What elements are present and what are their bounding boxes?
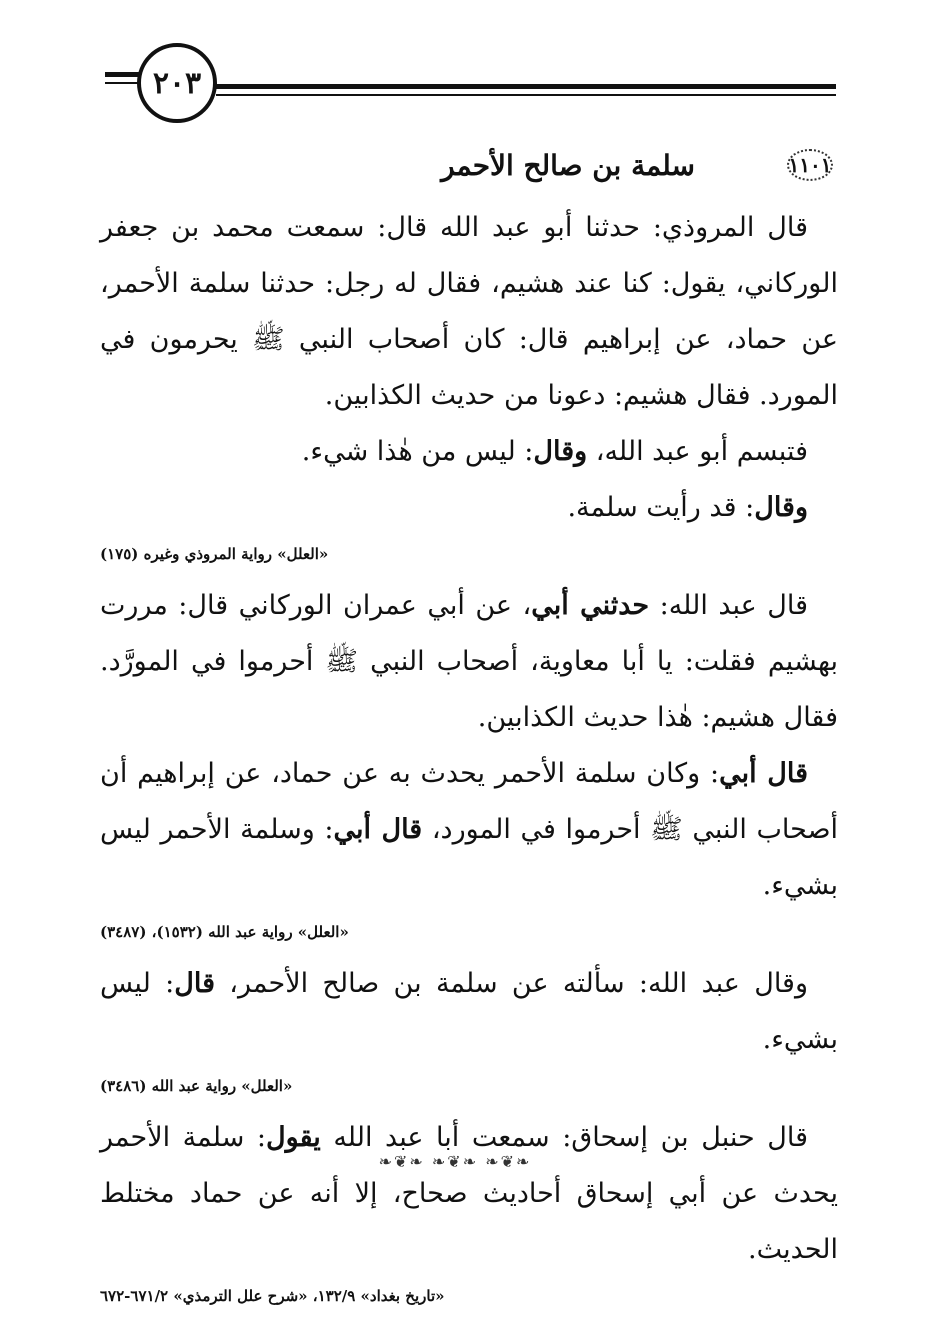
paragraph: قال أبي: وكان سلمة الأحمر يحدث به عن حماد، عن إبراهيم أن أصحاب النبي ﷺ أحرموا في المورد، قال أبي: وسلمة الأحمر ليس بشيء. bbox=[100, 758, 838, 901]
paragraph: فتبسم أبو عبد الله، وقال: ليس من هٰذا شيء. bbox=[301, 436, 808, 467]
entry-heading bbox=[330, 140, 835, 190]
bold-keyword: يقول bbox=[266, 1122, 321, 1153]
paragraph: وقال عبد الله: سألته عن سلمة بن صالح الأحمر، قال: ليس بشيء. bbox=[100, 968, 838, 1055]
entry-number: ١١٠١ bbox=[788, 153, 832, 177]
bold-keyword: قال أبي bbox=[719, 758, 809, 789]
paragraph: قال عبد الله: حدثني أبي، عن أبي عمران الوركاني قال: مررت بهشيم فقلت: يا أبا معاوية، أصحاب النبي ﷺ أحرموا في المورَّد. فقال هشيم: هٰذا حديث الكذابين. bbox=[100, 590, 838, 733]
entry-number-badge bbox=[785, 145, 835, 185]
source-reference: «العلل» رواية المروذي وغيره (١٧٥) bbox=[100, 545, 329, 563]
paragraph: وقال: قد رأيت سلمة. bbox=[567, 492, 808, 523]
entry-title: سلمة بن صالح الأحمر bbox=[441, 148, 695, 182]
footer-ornament: ❧❦❧ ❧❦❧ ❧❦❧ bbox=[378, 1152, 532, 1171]
paragraph: قال المروذي: حدثنا أبو عبد الله قال: سمعت محمد بن جعفر الوركاني، يقول: كنا عند هشيم، فقال له رجل: حدثنا سلمة الأحمر، عن حماد، عن إبراهيم قال: كان أصحاب النبي ﷺ يحرمون في المورد. فقال هشيم: دعونا من حديث الكذابين. bbox=[100, 212, 838, 411]
page-number-circle bbox=[137, 43, 217, 123]
header-rule-left-thin bbox=[105, 82, 139, 84]
paragraph: قال حنبل بن إسحاق: سمعت أبا عبد الله يقول: سلمة الأحمر يحدث عن أبي إسحاق أحاديث صحاح، إلا أنه عن حماد مختلط الحديث. bbox=[100, 1122, 838, 1265]
header-rule-left-thick bbox=[105, 72, 139, 77]
header-rule-right-thick bbox=[216, 84, 836, 89]
bold-keyword: قال bbox=[174, 968, 215, 999]
bold-keyword: وقال bbox=[754, 492, 808, 523]
source-reference: «تاريخ بغداد» ١٣٢/٩، «شرح علل الترمذي» ٦٧١/٢-٦٧٢ bbox=[100, 1287, 445, 1305]
bold-keyword: قال أبي bbox=[333, 814, 423, 845]
source-reference: «العلل» رواية عبد الله (١٥٣٢)، (٣٤٨٧) bbox=[100, 923, 349, 941]
page-number: ٢٠٣ bbox=[152, 65, 202, 101]
bold-keyword: حدثني أبي bbox=[531, 590, 650, 621]
source-reference: «العلل» رواية عبد الله (٣٤٨٦) bbox=[100, 1077, 293, 1095]
bold-keyword: وقال bbox=[533, 436, 588, 467]
header-rule-right-thin bbox=[216, 94, 836, 96]
page-header bbox=[0, 0, 941, 130]
